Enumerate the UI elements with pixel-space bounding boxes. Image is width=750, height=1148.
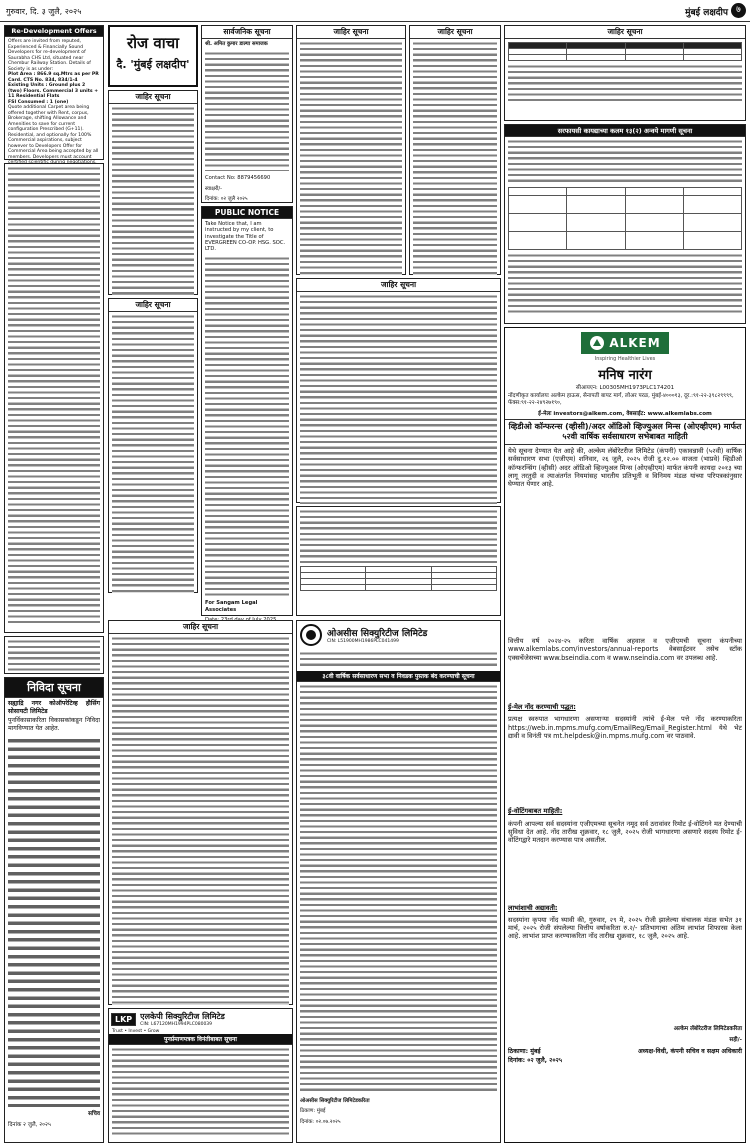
sarvajanik-title: सार्वजनिक सूचना bbox=[202, 26, 292, 39]
alkem-p4-head: ई-वोटिंगबाबत माहिती: bbox=[508, 807, 563, 816]
notice-right-top bbox=[504, 25, 746, 121]
jahir-suchana-bottom bbox=[108, 620, 293, 1005]
nivida-notice bbox=[4, 677, 104, 1143]
jahir-suchana-wide bbox=[296, 278, 501, 503]
oasis-cin: CIN: L51900MH1986PLC041499 bbox=[327, 639, 399, 644]
pn-sign: For Sangam Legal Associates bbox=[205, 600, 258, 613]
oasis-logo-icon bbox=[300, 624, 322, 646]
sarv-phone: Contact No: 8879456690 bbox=[205, 175, 271, 182]
jahir-title: जाहिर सूचना bbox=[297, 26, 405, 39]
jahir-title: जाहिर सूचना bbox=[297, 279, 500, 292]
sarv-date: दिनांक: ०२ जुलै २०२५ bbox=[205, 195, 248, 202]
pn-line: Take Notice that, I am instructed by my client, to investigate the Title of EVERGREEN CO-OP. HSG. SOC. LTD. bbox=[205, 221, 286, 253]
alkem-tag: Inspiring Healthier Lives bbox=[594, 356, 656, 362]
alkem-headline: व्हिडीओ कॉन्फरन्स (व्हीसी)/अदर ऑडिओ व्हिज्युअल मिन्स (ओएव्हीएम) मार्फत ५२वी वार्षिक सर्वसाधारण सभेबाबत माहिती bbox=[505, 420, 745, 445]
alkem-para-5: सदस्यांना कृपया नोंद घ्यावी की, गुरुवार, २९ मे, २०२५ रोजी झालेल्या संचालक मंडळ सभेत ३१ मार्च, २०२५ रोजी संपलेल्या वित्तीय वर्षाकरिता रु.२/- प्रतिभागाचा अंतिम लाभांश शिफारस केला आहे. लाभांश प्राप्त करण्याकरिता नोंद तारीख शुक्रवार, १८ जुलै, २०२५ आहे. bbox=[508, 915, 742, 941]
alkem-logo-text: ALKEM bbox=[609, 336, 661, 350]
alkem-signatory: अध्यक्ष-विधी, कंपनी सचिव व सक्षम अधिकारी bbox=[637, 1047, 742, 1055]
public-notice bbox=[201, 206, 293, 616]
jahir-suchana-4 bbox=[409, 25, 501, 275]
lkp-cin: CIN: L67120MH1994PLC080039 bbox=[140, 1022, 213, 1027]
alkem-for: अल्केम लॅबोरेटरीज लिमिटेडकरिता bbox=[673, 1025, 742, 1032]
oasis-place: ठिकाण: मुंबई bbox=[300, 1108, 326, 1115]
redev-title: Re-Development Offers bbox=[5, 26, 103, 37]
redev-line: Quote additional Carpet area being offered together with Rent, corpus, Brokerage, shifting Allowance and Amenities to save for current configuration Prescribed (G+11). Residential, and optionally for 100% Commercial aspirations, subject however to Developers Offer for Commercial Area being accepted by all members. Developers must account bbox=[8, 105, 99, 160]
jahir-suchana-1 bbox=[108, 90, 198, 295]
alkem-logo bbox=[581, 332, 668, 354]
oasis-notice bbox=[296, 620, 501, 1143]
nivida-title: निविदा सूचना bbox=[5, 678, 103, 698]
sarfaesi-table bbox=[508, 187, 742, 250]
sarfaesi-title: सरफायसी कायद्याच्या कलम १३(२) अन्वये मागणी सूचना bbox=[505, 125, 745, 137]
alkem-p5-head: लाभांशाची अद्यावती: bbox=[508, 903, 558, 912]
sarfaesi-notice bbox=[504, 124, 746, 324]
jahir-title: जाहिर सूचना bbox=[109, 621, 292, 634]
alkem-para-4: कंपनी आपल्या सर्व सदस्यांना एजीएमच्या सूचनेत नमूद सर्व ठरावांवर रिमोट ई-वोटिंगने मत देण्याची सुविधा देत आहे. नोंद तारीख शुक्रवार, १८ जुलै, २०२५ रोजी भागधारणा असणारे सदस्य रिमोट ई-वोटिंगद्वारे मतदान करण्यास पात्र असतील. bbox=[508, 819, 742, 845]
lkp-tagline: Trust • Invest • Grow bbox=[112, 1029, 160, 1034]
nivida-line: पुनर्विकासाकरिता विकासकांकडून निविदा मागविण्यात येत आहेत. bbox=[8, 716, 100, 732]
jahir-title: जाहिर सूचना bbox=[109, 91, 197, 104]
redev-line: Offers are invited from reputed, Experienced & Financially Sound Developers for re-development of Saurabha CHS Ltd, situated near Chembur Railway Station. Details of Society is as under: bbox=[8, 39, 91, 72]
notice-right-table bbox=[508, 42, 742, 61]
alkem-para-3: प्रत्यक्ष स्वरुपात भागधारणा असणाऱ्या सदस्यांनी त्यांचे ई-मेल पत्ते नोंद करण्याकरिता https://web.in.mpms.mufg.com/EmailReg/Email_Register.html येथे भेट द्यावी व विनंती पत्र mt.helpdesk@in.mpms.mufg.com वर पाठवावे. bbox=[508, 715, 742, 740]
alkem-para-2: वित्तीय वर्ष २०२४-२५ करिता वार्षिक अहवाल व एजीएमची सूचना कंपनीच्या www.alkemlabs.com/investors/annual-reports वेबसाईटवर तसेच स्टॉक एक्सचेंजेसच्या www.bseindia.com व www.nseindia.com वर उपलब्ध आहे. bbox=[508, 637, 742, 662]
redev-line: FSI Consumed : 1 (one) bbox=[8, 99, 69, 105]
nivida-date: दिनांक २ जुलै, २०२५ bbox=[8, 1122, 51, 1129]
nivida-sign: सचिव bbox=[88, 1111, 100, 1118]
alkem-place: ठिकाणा: मुंबई bbox=[508, 1047, 541, 1055]
page-number: ७ bbox=[731, 3, 746, 18]
oasis-head: ३८वी वार्षिक सर्वसाधारण सभा व निवडक पुस्तक बंद करण्याची सूचना bbox=[297, 671, 500, 682]
sucha-table-notice bbox=[296, 506, 501, 616]
sarv-company: श्री. अमित कुमार डाल्या समाजक bbox=[205, 41, 268, 47]
lkp-name: एलकेपी सिक्युरिटीज लिमिटेड bbox=[140, 1012, 225, 1021]
rojvacha-line2: दै. 'मुंबई लक्षदीप' bbox=[116, 58, 190, 71]
alkem-para-1: येथे सूचना देण्यात येत आहे की, अल्केम लॅबोरेटरीज लिमिटेड (कंपनी) एकावन्नावी (५२वी) वार्षिक सर्वसाधारण सभा (एजीएम) शनिवार, २६ जुलै, २०२५ रोजी दु.१२.०० वाजता (भाप्रवे) व्हिडीओ कॉन्फरन्सिंग (व्हीसी) अदर ऑडिओ व्हिज्युअल मिन्स (ओएव्हीएम) मार्फत कंपनी कायदा २०१३ च्या लागू तरतुदी व त्याअंतर्गत नियमांसह भारतीय प्रतिभूती व विनिमय मंडळ यांच्या परिपत्रकांनुसार घेण्यात येणार आहे. bbox=[508, 447, 742, 489]
sarvajanik-suchana bbox=[201, 25, 293, 203]
public-notice-title: PUBLIC NOTICE bbox=[202, 207, 292, 219]
oasis-name: ओअसीस सिक्युरिटीज लिमिटेड bbox=[327, 629, 428, 639]
redevelopment-offers bbox=[4, 25, 104, 160]
lkp-head: पुनर्प्रमाणपत्रक विनंतीबाबत सूचना bbox=[109, 1034, 292, 1045]
lkp-notice bbox=[108, 1008, 293, 1143]
jahir-suchana-2 bbox=[108, 298, 198, 593]
alkem-addr: नोंदणीकृत कार्यालयः अल्केम हाऊस, सेनापती बापट मार्ग, लोअर परळ, मुंबई-४०००१३, दूर.:९१-२२-३९८२९९९९, फॅक्स:९१-२२-२४९२७१९०, bbox=[508, 393, 734, 406]
alkem-notice bbox=[504, 327, 746, 1143]
alkem-logo-icon bbox=[589, 335, 605, 351]
alkem-date: दिनांक: ०२ जुलै, २०२५ bbox=[508, 1056, 563, 1064]
oasis-date: दिनांक: ०२.०७.२०२५ bbox=[300, 1118, 341, 1125]
alkem-p3-head: ई-मेल नोंद करण्याची पद्धत: bbox=[508, 703, 576, 711]
sarv-sign: स्वाक्षरी/- bbox=[205, 185, 223, 192]
jahir-title: जाहिर सूचना bbox=[505, 26, 745, 39]
alkem-sign: सही/- bbox=[729, 1036, 742, 1043]
notice-table bbox=[300, 566, 497, 591]
jahir-suchana-3 bbox=[296, 25, 406, 275]
rojvacha-banner bbox=[108, 25, 198, 87]
jahir-title: जाहिर सूचना bbox=[109, 299, 197, 312]
alkem-cin: सीआयएन: L00305MH1973PLC174201 bbox=[575, 385, 675, 391]
notice-col1-b bbox=[4, 636, 104, 674]
alkem-name: मनिष नारंग bbox=[598, 368, 652, 383]
jahir-title: जाहिर सूचना bbox=[410, 26, 500, 39]
nivida-line: सह्याद्रि नगर कोऑपरेटिव्ह हौसिंग सोसायटी लिमिटेड bbox=[8, 700, 100, 716]
redev-line: Plot Area : 866.9 sq.Mtrs as per PR Card. CTS No. 834, 834/1-4 bbox=[8, 72, 99, 83]
alkem-email: ई-मेलः investors@alkem.com, वेबसाईट: www.alkemlabs.com bbox=[505, 409, 745, 420]
notice-col1-a bbox=[4, 163, 104, 633]
oasis-sign: ओअसीस सिक्युरिटीज लिमिटेडकरिता bbox=[300, 1098, 370, 1104]
lkp-logo: LKP bbox=[111, 1013, 136, 1026]
redev-line: Existing Units : Ground plus 2 (two) Floors. Commercial 3 units + 11 Residential Flats bbox=[8, 83, 99, 99]
page-header bbox=[0, 0, 750, 22]
header-date: गुरुवार, दि. ३ जुलै, २०२५ bbox=[6, 7, 82, 16]
header-brand: मुंबई लक्षदीप bbox=[685, 8, 728, 18]
rojvacha-line1: रोज वाचा bbox=[126, 34, 179, 52]
